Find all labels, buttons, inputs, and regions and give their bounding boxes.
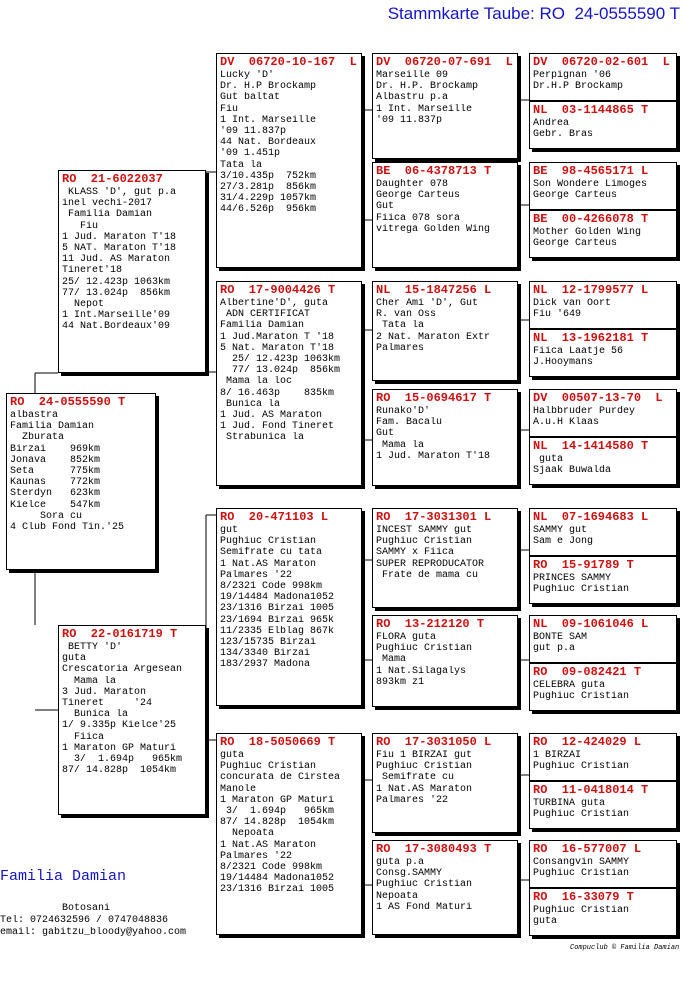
grandparent-box (216, 508, 362, 706)
info-line: Pughiuc Cristian (533, 868, 630, 880)
info-line: Palmares '22 (220, 850, 293, 862)
info-line: 23/1316 Birzai 1005 (220, 884, 335, 896)
breeder-contact (0, 903, 186, 939)
info-line: Marseille 09 (376, 70, 449, 81)
pigeon-info (530, 179, 676, 201)
gg-grandparent-box (529, 281, 677, 329)
breeder-city: Botosani (62, 903, 111, 914)
info-line: Tata la (376, 320, 425, 332)
pigeon-info (217, 70, 361, 216)
info-line: Perpignan '06 (533, 70, 612, 81)
great-grandparent-box (372, 53, 518, 159)
info-line: Frate de mama cu (376, 569, 479, 581)
breeder-phone: Tel: 0724632596 / 0747048836 (0, 915, 169, 926)
info-line: Bunica la (220, 398, 281, 410)
info-line: 8/ 16.463p 835km (220, 387, 335, 399)
info-line: Familia Damian (62, 209, 153, 221)
info-line: Daughter 078 (376, 179, 449, 190)
info-line: Albastru p.a (376, 92, 449, 104)
info-line: 1 Int. Marseille (220, 114, 317, 126)
info-line: Gut (376, 201, 395, 213)
info-line: 1 Jud. Fond Tineret (220, 421, 335, 433)
info-line: Halbbruder Purdey (533, 406, 636, 417)
info-line: guta (533, 916, 558, 928)
info-line: SAMMY x Fiica (376, 547, 455, 559)
info-line: 5 Nat. Maraton T'18 (220, 342, 335, 354)
info-line: Nepot (62, 299, 105, 311)
info-line: 25/ 12.423p 1063km (220, 354, 341, 366)
info-line: Pughiuc Cristian (533, 809, 630, 821)
info-line: BETTY 'D' (62, 642, 123, 653)
gg-grandparent-box (529, 389, 677, 437)
gg-grandparent-box (529, 101, 677, 149)
ring-number: RO 17-9004426 T (220, 283, 336, 297)
great-grandparent-box (372, 508, 518, 608)
info-line: Pughiuc Cristian (533, 905, 630, 916)
ring-number: NL 13-1962181 T (533, 331, 649, 345)
gg-grandparent-box (529, 508, 677, 556)
info-line: Fiu (220, 103, 239, 115)
info-line: KLASS 'D', gut p.a (62, 187, 177, 198)
pigeon-info (7, 410, 155, 533)
info-line: Zburata (10, 432, 65, 444)
ring-number: RO 22-0161719 T (62, 627, 178, 641)
info-line: 1 Maraton GP Maturi (62, 742, 177, 754)
info-line: Runako'D' (376, 406, 431, 417)
ring-number: RO 17-3031050 L (376, 735, 492, 749)
info-line: gut p.a (533, 643, 576, 655)
info-line: Fiica 078 sora (376, 212, 461, 224)
info-line: Tineret'18 (62, 265, 123, 277)
info-line: Pughiuc Cristian (533, 691, 630, 703)
info-line: 1 Maraton GP Maturi (220, 794, 335, 806)
grandparent-box (216, 281, 362, 486)
gg-grandparent-box (529, 329, 677, 377)
info-line: Sora cu (10, 510, 83, 522)
info-line: Crescatoria Argesean (62, 664, 183, 676)
info-line: 1 Jud. AS Maraton (220, 410, 323, 422)
info-line: vitrega Golden Wing (376, 223, 491, 235)
info-line: 31/4.229p 1057km (220, 193, 317, 205)
info-line: Sjaak Buwalda (533, 465, 612, 477)
info-line: guta (533, 454, 564, 465)
info-line: Nepoata (220, 828, 275, 840)
ring-number: RO 11-0418014 T (533, 783, 649, 797)
great-grandparent-box (372, 840, 518, 935)
info-line: 19/14484 Madona1052 (220, 873, 335, 885)
info-line: Kaunas 772km (10, 477, 101, 489)
info-line: Fiu (62, 220, 99, 232)
info-line: Fiica (62, 731, 105, 743)
info-line: '09 11.837p (220, 126, 287, 138)
info-line: George Carteus (533, 238, 618, 250)
info-line: 1 BIRZAI (533, 750, 582, 761)
info-line: gut (220, 525, 239, 536)
info-line: Pughiuc Cristian (376, 879, 473, 891)
info-line: 3/10.435p 752km (220, 170, 317, 182)
ring-number: RO 17-3031301 L (376, 510, 492, 524)
pigeon-info (217, 298, 361, 444)
great-grandparent-box (372, 162, 518, 268)
ring-number: RO 24-0555590 T (10, 395, 126, 409)
info-line: 1 Nat.AS Maraton (376, 783, 473, 795)
info-line: 5 NAT. Maraton T'18 (62, 243, 177, 255)
info-line: Pughiuc Cristian (533, 761, 630, 773)
info-line: 27/3.281p 856km (220, 182, 317, 194)
info-line: 134/3340 Birzai (220, 648, 311, 660)
gg-grandparent-box (529, 53, 677, 101)
info-line: 11/2335 Elblag 867k (220, 625, 335, 637)
ring-number: RO 15-91789 T (533, 558, 634, 572)
pigeon-info (530, 406, 676, 428)
info-line: 1 Nat.Silagalys (376, 665, 467, 677)
info-line: Son Wondere Limoges (533, 179, 648, 190)
pigeon-info (373, 857, 517, 913)
gg-grandparent-box (529, 437, 677, 485)
info-line: BONTE SAM (533, 632, 588, 643)
pigeon-info (530, 70, 676, 92)
info-line: 11 Jud. AS Maraton (62, 254, 171, 266)
info-line: 44 Nat. Bordeaux (220, 137, 317, 149)
info-line: guta (220, 750, 245, 761)
info-line: Semifrate cu tata (220, 547, 323, 559)
ring-number: BE 06-4378713 T (376, 164, 492, 178)
ring-number: RO 21-6022037 (62, 172, 163, 186)
gg-grandparent-box (529, 556, 677, 604)
info-line: Dr. H.P Brockamp (220, 81, 317, 93)
ring-number: NL 14-1414580 T (533, 439, 649, 453)
info-line: Familia Damian (10, 421, 95, 433)
info-line: Consg.SAMMY (376, 868, 443, 880)
info-line: Fiica Laatje 56 (533, 346, 624, 357)
info-line: Pughiuc Cristian (376, 536, 473, 548)
pigeon-info (530, 632, 676, 654)
pigeon-info (373, 70, 517, 126)
ring-number: RO 16-577007 L (533, 842, 642, 856)
grandparent-box (216, 53, 362, 268)
info-line: 3/ 1.694p 965km (62, 754, 183, 766)
info-line: albastra (10, 410, 59, 421)
info-line: Familia Damian (220, 320, 305, 332)
info-line: Gut (376, 428, 395, 440)
pigeon-info (217, 750, 361, 896)
ring-number: RO 12-424029 L (533, 735, 642, 749)
info-line: Sam e Jong (533, 536, 594, 548)
info-line: Fiu '649 (533, 309, 582, 321)
ring-number: BE 98-4565171 L (533, 164, 649, 178)
info-line: Gut baltat (220, 92, 281, 104)
ring-number: DV 06720-07-691 L (376, 55, 513, 69)
info-line: concurata de Cirstea (220, 772, 341, 784)
info-line: FLORA guta (376, 632, 437, 643)
great-grandparent-box (372, 615, 518, 707)
info-line: Birzai 969km (10, 443, 101, 455)
gg-grandparent-box (529, 781, 677, 829)
ring-number: RO 16-33079 T (533, 890, 634, 904)
info-line: 1 Nat.AS Maraton (220, 839, 317, 851)
info-line: Dr. H.P. Brockamp (376, 81, 479, 93)
info-line: Palmares '22 (220, 569, 293, 581)
info-line: SUPER REPRODUCATOR (376, 558, 485, 570)
ring-number: RO 13-212120 T (376, 617, 485, 631)
gg-grandparent-box (529, 210, 677, 258)
info-line: Palmares '22 (376, 794, 449, 806)
info-line: Bunica la (62, 709, 129, 721)
info-line: Jonava 852km (10, 454, 101, 466)
info-line: Seta 775km (10, 466, 101, 478)
info-line: George Carteus (376, 190, 461, 202)
info-line: R. van Oss (376, 309, 437, 321)
info-line: inel vechi-2017 (62, 198, 153, 210)
info-line: Semifrate cu (376, 772, 455, 784)
info-line: 8/2321 Code 998km (220, 581, 323, 593)
info-line: Kielce 547km (10, 499, 101, 511)
pigeon-info (530, 346, 676, 368)
info-line: 8/2321 Code 998km (220, 862, 323, 874)
pigeon-info (373, 298, 517, 354)
info-line: A.u.H Klaas (533, 417, 600, 429)
info-line: 123/15735 Birzai (220, 637, 317, 649)
dam-box (58, 625, 206, 815)
ring-number: NL 09-1061046 L (533, 617, 649, 631)
info-line: Sterdyn 623km (10, 488, 101, 500)
gg-grandparent-box (529, 888, 677, 936)
info-line: 19/14484 Madona1052 (220, 592, 335, 604)
info-line: Dr.H.P Brockamp (533, 81, 624, 93)
breeder-email: email: gabitzu_bloody@yahoo.com (0, 927, 187, 938)
info-line: Consangvin SAMMY (533, 857, 630, 868)
pigeon-info (373, 750, 517, 806)
info-line: 893km z1 (376, 676, 425, 688)
gg-grandparent-box (529, 733, 677, 781)
info-line: 25/ 12.423p 1063km (62, 276, 171, 288)
software-credit: Compuclub © Familia Damian (570, 944, 680, 952)
pigeon-info (59, 642, 205, 776)
subject-pigeon-box (6, 393, 156, 570)
info-line: Pughiuc Cristian (220, 761, 317, 773)
info-line: Strabunica la (220, 432, 305, 444)
info-line: 4 Club Fond Tin.'25 (10, 522, 125, 534)
ring-number: RO 17-3080493 T (376, 842, 492, 856)
info-line: George Carteus (533, 190, 618, 202)
info-line: guta (62, 653, 87, 665)
ring-number: DV 00507-13-70 L (533, 391, 663, 405)
info-line: SAMMY gut (533, 525, 588, 536)
pigeon-info (59, 187, 205, 333)
pigeon-info (217, 525, 361, 671)
info-line: Mama (376, 654, 407, 666)
info-line: Fam. Bacalu (376, 417, 443, 429)
info-line: 1/ 9.335p Kielce'25 (62, 720, 177, 732)
pigeon-info (530, 905, 676, 927)
info-line: 1 Int.Marseille'09 (62, 310, 171, 322)
ring-number: RO 15-0694617 T (376, 391, 492, 405)
ring-number: NL 15-1847256 L (376, 283, 492, 297)
info-line: Mama la (376, 439, 425, 451)
info-line: 1 Nat.AS Maraton (220, 558, 317, 570)
info-line: 44/6.526p 956km (220, 204, 317, 216)
info-line: Tata la (220, 159, 263, 171)
info-line: Manole (220, 783, 257, 795)
info-line: Mama la loc (220, 376, 293, 388)
sire-box (58, 170, 206, 373)
info-line: Pughiuc Cristian (220, 536, 317, 548)
ring-number: NL 07-1694683 L (533, 510, 649, 524)
pigeon-info (373, 406, 517, 462)
info-line: Mama la (62, 675, 117, 687)
info-line: TURBINA guta (533, 798, 606, 809)
info-line: Albertine'D', guta (220, 298, 329, 309)
great-grandparent-box (372, 389, 518, 486)
ring-number: RO 20-471103 L (220, 510, 329, 524)
info-line: 77/ 13.024p 856km (62, 287, 171, 299)
info-line: INCEST SAMMY gut (376, 525, 473, 536)
info-line: PRINCES SAMMY (533, 573, 612, 584)
info-line: Gebr. Bras (533, 129, 594, 141)
info-line: 3/ 1.694p 965km (220, 806, 335, 818)
info-line: '09 11.837p (376, 114, 443, 126)
info-line: Fiu 1 BIRZAI gut (376, 750, 473, 761)
ring-number: NL 03-1144865 T (533, 103, 649, 117)
info-line: Mother Golden Wing (533, 227, 642, 238)
info-line: Dick van Oort (533, 298, 612, 309)
info-line: 1 Jud. Maraton T'18 (62, 231, 177, 243)
ring-number: DV 06720-10-167 L (220, 55, 357, 69)
info-line: 183/2937 Madona (220, 659, 311, 671)
info-line: 1 Jud. Maraton T'18 (376, 450, 491, 462)
pigeon-info (530, 118, 676, 140)
gg-grandparent-box (529, 615, 677, 663)
info-line: Pughiuc Cristian (376, 761, 473, 773)
gg-grandparent-box (529, 663, 677, 711)
pigeon-info (530, 298, 676, 320)
info-line: Tineret '24 (62, 698, 153, 710)
info-line: Lucky 'D' (220, 70, 275, 81)
info-line: Pughiuc Cristian (533, 584, 630, 596)
gg-grandparent-box (529, 162, 677, 210)
ring-number: NL 12-1799577 L (533, 283, 649, 297)
pigeon-info (530, 227, 676, 249)
info-line: ADN CERTIFICAT (220, 309, 311, 321)
info-line: 87/ 14.828p 1054km (220, 817, 335, 829)
info-line: 87/ 14.828p 1054km (62, 765, 177, 777)
info-line: Pughiuc Cristian (376, 643, 473, 655)
info-line: Nepoata (376, 890, 419, 902)
ring-number: RO 18-5050669 T (220, 735, 336, 749)
pigeon-info (530, 680, 676, 702)
info-line: Andrea (533, 118, 570, 129)
info-line: 1 AS Fond Maturi (376, 901, 473, 913)
ring-number: BE 00-4266078 T (533, 212, 649, 226)
grandparent-box (216, 733, 362, 935)
pigeon-info (530, 525, 676, 547)
info-line: 23/1316 Birzai 1005 (220, 603, 335, 615)
pigeon-info (530, 798, 676, 820)
pigeon-info (530, 750, 676, 772)
info-line: CELEBRA guta (533, 680, 606, 691)
pigeon-info (530, 573, 676, 595)
info-line: '09 1.451p (220, 148, 281, 160)
pigeon-info (373, 179, 517, 235)
page-title: Stammkarte Taube: RO 24-0555590 T (387, 4, 680, 23)
info-line: Palmares (376, 342, 425, 354)
ring-number: DV 06720-02-601 L (533, 55, 670, 69)
info-line: 1 Jud.Maraton T '18 (220, 331, 335, 343)
info-line: 23/1694 Birzai 965k (220, 614, 335, 626)
great-grandparent-box (372, 281, 518, 381)
gg-grandparent-box (529, 840, 677, 888)
pigeon-info (530, 454, 676, 476)
info-line: guta p.a (376, 857, 425, 868)
pigeon-info (530, 857, 676, 879)
pigeon-info (373, 525, 517, 581)
info-line: 77/ 13.024p 856km (220, 365, 341, 377)
info-line: 3 Jud. Maraton (62, 686, 147, 698)
ring-number: RO 09-082421 T (533, 665, 642, 679)
great-grandparent-box (372, 733, 518, 833)
info-line: Cher Ami 'D', Gut (376, 298, 479, 309)
info-line: J.Hooymans (533, 357, 594, 369)
info-line: 1 Int. Marseille (376, 103, 473, 115)
pigeon-info (373, 632, 517, 688)
info-line: 2 Nat. Maraton Extr (376, 331, 491, 343)
info-line: 44 Nat.Bordeaux'09 (62, 321, 171, 333)
breeder-name: Familia Damian (0, 868, 127, 885)
